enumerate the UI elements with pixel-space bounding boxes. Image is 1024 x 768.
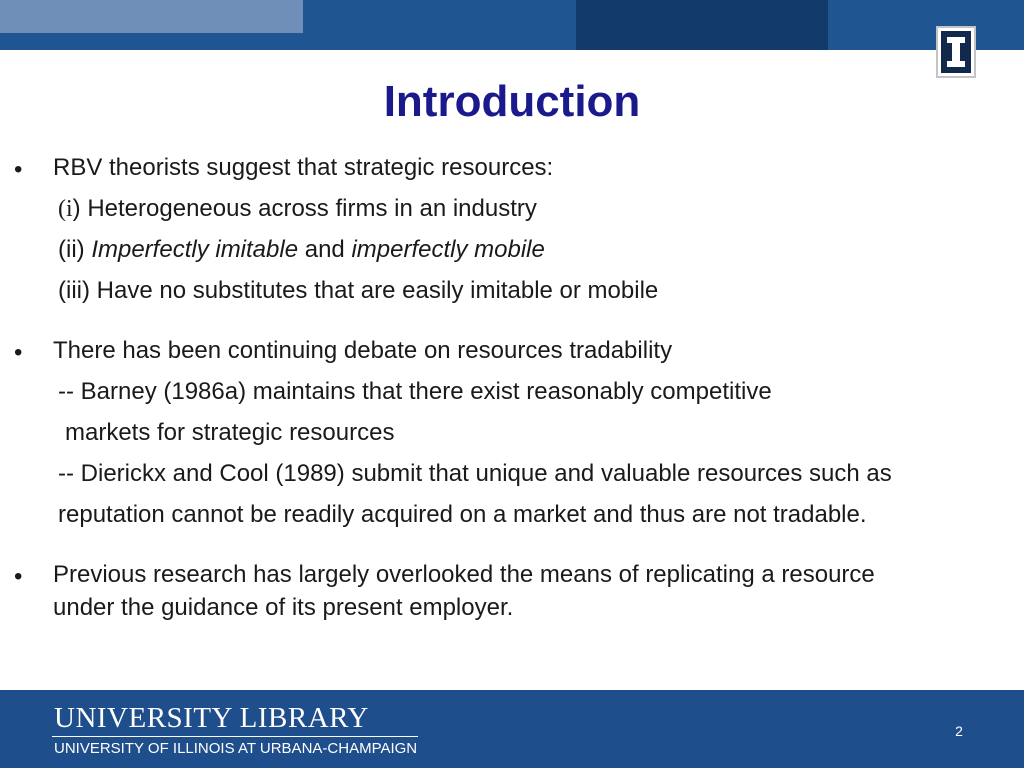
sub-line: reputation cannot be readily acquired on a market and thus are not tradable.: [58, 501, 867, 528]
bullet-text: RBV theorists suggest that strategic resources:: [53, 154, 554, 181]
bullet-marker: •: [14, 339, 23, 366]
sub-item-i-numeral: i: [66, 196, 73, 222]
bullet-marker: •: [14, 156, 23, 183]
slide-title: Introduction: [383, 77, 641, 126]
sub-item-iii: (iii) Have no substitutes that are easily imitable or mobile: [58, 277, 659, 304]
footer-bar: [0, 690, 1024, 768]
sub-line: markets for strategic resources: [65, 419, 395, 446]
sub-item-i-text: ) Heterogeneous across firms in an industry: [72, 195, 537, 222]
sub-line: -- Dierickx and Cool (1989) submit that unique and valuable resources such as: [58, 460, 892, 487]
footer-title: UNIVERSITY LIBRARY: [54, 702, 369, 734]
sub-item-ii-mid: and: [298, 236, 352, 263]
bullet-marker: •: [14, 563, 23, 590]
sub-item-i-paren: (: [58, 196, 66, 222]
sub-item-ii-prefix: (ii): [58, 236, 92, 263]
sub-item-i: [58, 194, 537, 224]
sub-item-ii: [58, 235, 545, 265]
sub-item-ii-emphasis-2: imperfectly mobile: [351, 236, 545, 263]
footer-subtitle: UNIVERSITY OF ILLINOIS AT URBANA-CHAMPAIGN: [54, 740, 418, 757]
sub-line: -- Barney (1986a) maintains that there exist reasonably competitive: [58, 378, 772, 405]
page-number: 2: [955, 723, 963, 739]
sub-item-ii-emphasis-1: Imperfectly imitable: [91, 236, 299, 263]
bullet-text: Previous research has largely overlooked the means of replicating a resource: [53, 561, 875, 588]
bullet-continuation: under the guidance of its present employer.: [53, 594, 514, 621]
bullet-text: There has been continuing debate on resources tradability: [53, 337, 673, 364]
footer-divider: [52, 736, 418, 737]
